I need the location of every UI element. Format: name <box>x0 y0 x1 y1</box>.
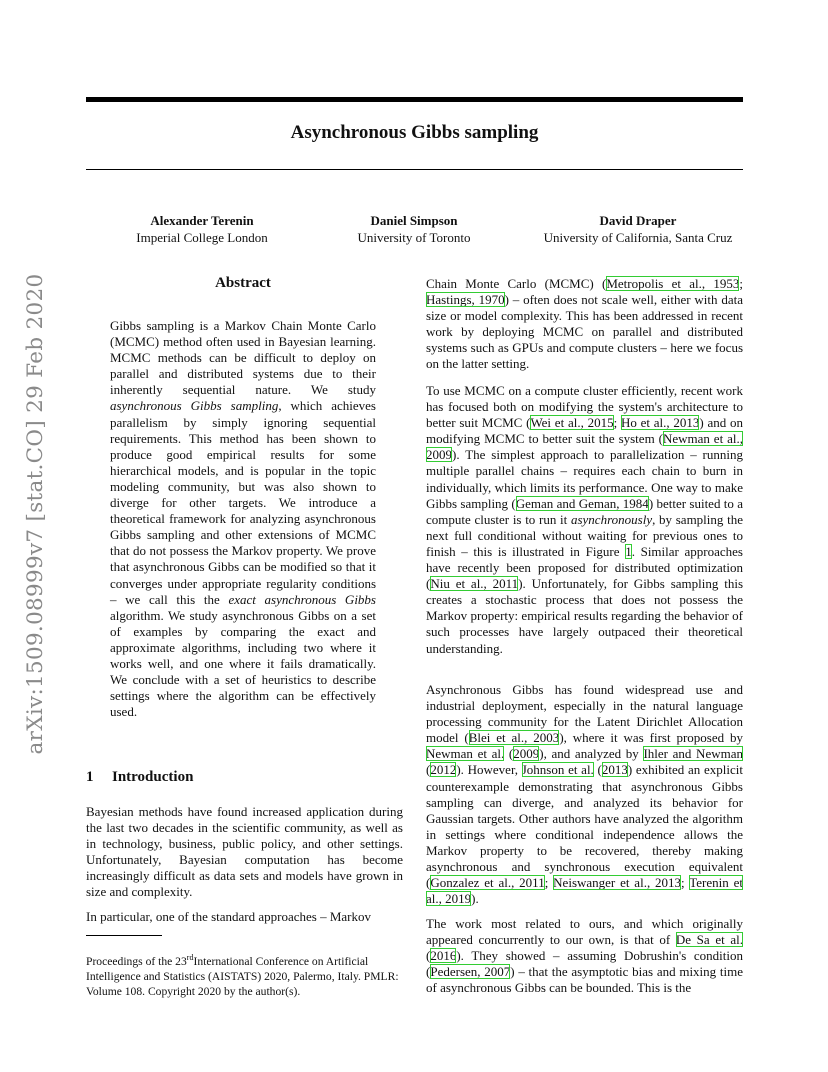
author-block <box>340 212 488 246</box>
author-name: Daniel Simpson <box>370 213 458 228</box>
title-rule-bottom <box>86 169 743 170</box>
author-name: Alexander Terenin <box>150 213 254 228</box>
intro-paragraph: In particular, one of the standard approaches – Markov <box>86 909 372 924</box>
citation-link[interactable]: 2016 <box>430 948 457 964</box>
citation-link[interactable]: Ihler and Newman <box>643 746 743 762</box>
footnote: Proceedings of the 23rdInternational Conference on Artificial Intelligence and Statistics (AISTATS) 2020, Palermo, Italy. PMLR: Volume 108. Copyright 2020 by the author(s). <box>86 953 399 998</box>
citation-link[interactable]: 2009 <box>513 746 540 762</box>
title-rule-top <box>86 97 743 102</box>
abstract-text: Gibbs sampling is a Markov Chain Monte Carlo (MCMC) method often used in Bayesian learning. MCMC methods can be difficult to deploy on parallel and distributed systems due to their inherently sequential nature. We study asynchronous Gibbs sampling, which achieves parallelism by simply ignoring sequential requirements. This method has been shown to produce good empirical results for some hierarchical models, and is popular in the topic modeling community, but was also shown to diverge for other targets. We introduce a theoretical framework for analyzing asynchronous Gibbs sampling and other extensions of MCMC that do not possess the Markov property. We prove that asynchronous Gibbs can be modified so that it converges under appropriate regularity conditions – we call this the exact asynchronous Gibbs algorithm. We study asynchronous Gibbs on a set of examples by comparing the exact and approximate algorithms, including two where it works well, and one where it fails dramatically. We conclude with a set of heuristics to describe settings where the algorithm can be effectively used. <box>110 318 376 720</box>
citation-link[interactable]: Wei et al., 2015 <box>530 415 614 431</box>
citation-link[interactable]: Blei et al., 2003 <box>468 730 560 746</box>
author-affiliation: University of Toronto <box>357 230 471 245</box>
citation-link[interactable]: De Sa et al. <box>675 932 743 948</box>
citation-link[interactable]: Geman and Geman, 1984 <box>515 495 649 511</box>
body-paragraph: Chain Monte Carlo (MCMC) (Metropolis et al., 1953; Hastings, 1970) – often does not scale well, either with data size or model complexity. This has been addressed in recent work by deploying MCMC on parallel and distributed systems such as GPUs and compute clusters – here we focus on the latter setting. <box>426 276 744 372</box>
citation-link[interactable]: Pedersen, 2007 <box>430 964 511 980</box>
citation-link[interactable]: Johnson et al. <box>521 762 594 778</box>
section-title: Introduction <box>112 769 194 785</box>
citation-link[interactable]: Newman et al., 2009 <box>426 431 743 463</box>
section-heading <box>86 769 193 786</box>
section-number: 1 <box>86 769 94 785</box>
arxiv-stamp: arXiv:1509.08999v7 [stat.CO] 29 Feb 2020 <box>23 273 48 755</box>
citation-link[interactable]: Terenin et al., 2019 <box>426 875 743 907</box>
citation-link[interactable]: Hastings, 1970 <box>426 292 505 308</box>
body-paragraph: The work most related to ours, and which originally appeared concurrently to our own, is that of De Sa et al. (2016). They showed – assuming Dobrushin's condition (Pedersen, 2007) – that the asymptotic bias and mixing time of asynchronous Gibbs can be bounded. This is the <box>426 916 744 996</box>
citation-link[interactable]: 2013 <box>601 762 628 778</box>
citation-link[interactable]: Newman et al. <box>426 746 505 762</box>
citation-link[interactable]: Metropolis et al., 1953 <box>606 276 740 291</box>
author-name: David Draper <box>599 213 677 228</box>
citation-link[interactable]: Ho et al., 2013 <box>620 415 700 431</box>
author-block <box>510 212 766 246</box>
citation-link[interactable]: Niu et al., 2011 <box>430 576 519 592</box>
author-affiliation: University of California, Santa Cruz <box>543 230 733 245</box>
paper-title: Asynchronous Gibbs sampling <box>290 122 539 143</box>
intro-paragraph: Bayesian methods have found increased application during the last two decades in the scientific community, as well as in technology, business, public policy, and other settings. Unfortunately, Bayesian computation has become increasingly difficult as data sets and models have grown in size and complexity. <box>86 804 403 900</box>
author-block <box>110 212 294 246</box>
citation-link[interactable]: Neiswanger et al., 2013 <box>553 875 682 891</box>
abstract-heading: Abstract <box>215 275 271 291</box>
author-affiliation: Imperial College London <box>136 230 268 245</box>
body-paragraph: Asynchronous Gibbs has found widespread use and industrial deployment, especially in the natural language processing community for the Latent Dirichlet Allocation model (Blei et al., 2003), where it was first proposed by Newman et al. (2009), and analyzed by Ihler and Newman (2012). However, Johnson et al. (2013) exhibited an explicit counterexample demonstrating that asynchronous Gibbs sampling can diverge, and analyzed its behavior for Gaussian targets. Other authors have analyzed the algorithm in settings where conditional independence allows the Markov property to be recovered, thereby making asynchronous and synchronous execution equivalent (Gonzalez et al., 2011; Neiswanger et al., 2013; Terenin et al., 2019). <box>426 682 743 907</box>
citation-link[interactable]: Gonzalez et al., 2011 <box>430 875 545 891</box>
body-paragraph: To use MCMC on a compute cluster efficiently, recent work has focused both on modifying the system's architecture to better suit MCMC (Wei et al., 2015; Ho et al., 2013) and on modifying MCMC to better suit the system (Newman et al., 2009). The simplest approach to parallelization – running multiple parallel chains – requires each chain to burn in individually, which limits its performance. One way to make Gibbs sampling (Geman and Geman, 1984) better suited to a compute cluster is to run it asynchronously, by sampling the next full conditional without waiting for previous ones to finish – this is illustrated in Figure 1. Similar approaches have recently been proposed for distributed optimization (Niu et al., 2011). Unfortunately, for Gibbs sampling this creates a stochastic process that does not possess the Markov property: empirical results regarding the behavior of such processes have largely outpaced their theoretical understanding. <box>426 383 744 656</box>
citation-link[interactable]: 2012 <box>430 762 457 778</box>
figure-link[interactable]: 1 <box>625 543 632 559</box>
footnote-rule <box>86 935 162 936</box>
